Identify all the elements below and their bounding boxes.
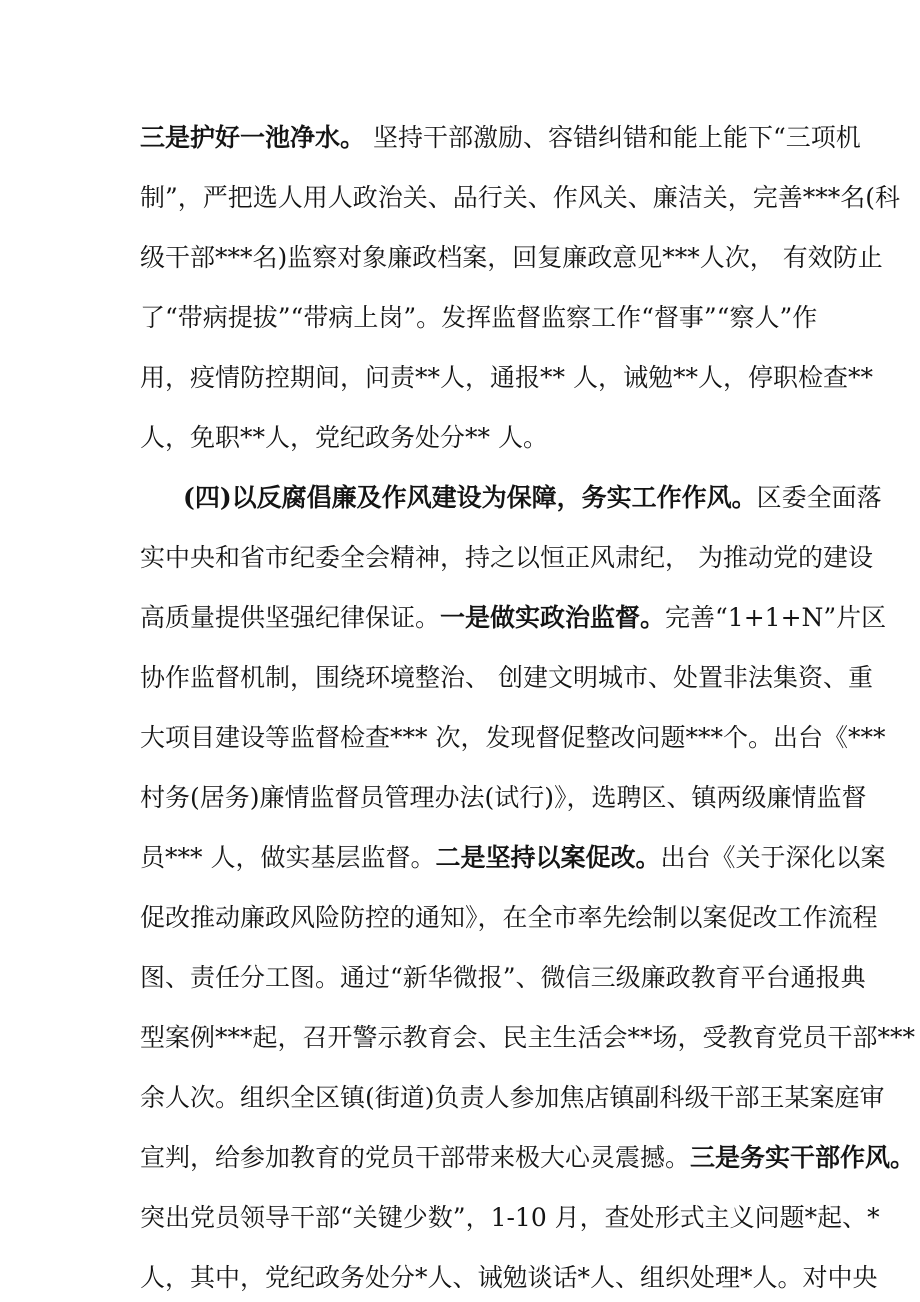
text-line — [140, 238, 883, 278]
text-line — [140, 598, 887, 638]
text-run: 图、责任分工图。通过“新华微报”、微信三级廉政教育平台通报典 — [140, 963, 866, 992]
text-line — [140, 718, 886, 758]
text-line — [140, 1078, 885, 1118]
text-line — [140, 958, 866, 998]
text-line — [140, 118, 861, 158]
text-line — [140, 1138, 916, 1178]
text-run: 出台《关于深化以案 — [660, 843, 886, 872]
text-run: 宣判，给参加教育的党员干部带来极大心灵震撼。 — [140, 1143, 691, 1172]
paragraph-heading — [183, 478, 882, 518]
text-run: 用，疫情防控期间，问责**人，通报** 人，诫勉**人，停职检查** — [140, 363, 873, 392]
text-line — [140, 778, 867, 818]
text-run: 了“带病提拔”“带病上岗”。发挥监督监察工作“督事”“察人”作 — [140, 303, 818, 332]
text-run: 促改推动廉政风险防控的通知》，在全市率先绘制以案促改工作流程 — [140, 903, 878, 932]
text-run: 级干部***名)监察对象廉政档案，回复廉政意见***人次， 有效防止 — [140, 243, 883, 272]
text-line — [140, 298, 818, 338]
text-line — [140, 1018, 916, 1058]
text-run: 型案例***起，召开警示教育会、民主生活会**场，受教育党员干部*** — [140, 1023, 916, 1052]
text-run: 人，其中，党纪政务处分*人、诫勉谈话*人、组织处理*人。对中央 — [140, 1263, 878, 1292]
text-line — [140, 1258, 878, 1298]
text-line — [140, 418, 780, 458]
text-line — [140, 658, 873, 698]
text-run: 区委全面落 — [756, 483, 882, 512]
text-run: 完善“1+1+N”片区 — [665, 603, 887, 632]
text-line — [140, 838, 886, 878]
text-line — [140, 358, 873, 398]
text-run: 协作监督机制，围绕环境整治、 创建文明城市、处置非法集资、重 — [140, 663, 873, 692]
text-run: 高质量提供坚强纪律保证。 — [140, 603, 441, 632]
text-run: 实中央和省市纪委全会精神，持之以恒正风肃纪， 为推动党的建设 — [140, 543, 873, 572]
text-line — [140, 1198, 880, 1238]
text-run: 突出党员领导干部“关键少数”，1-10 月，查处形式主义问题*起、* — [140, 1203, 880, 1232]
text-line — [140, 538, 873, 578]
text-run: 三是护好一池净水。 — [140, 123, 366, 152]
text-run: 员*** 人，做实基层监督。 — [140, 843, 436, 872]
text-run: 坚持干部激励、容错纠错和能上能下“三项机 — [365, 123, 861, 152]
text-run: 一是做实政治监督。 — [440, 603, 666, 632]
text-run: 三是务实干部作风。 — [690, 1143, 916, 1172]
text-line — [140, 178, 901, 218]
text-run: 制”，严把选人用人政治关、品行关、作风关、廉洁关，完善***名(科 — [140, 183, 901, 212]
text-run: 二是坚持以案促改。 — [435, 843, 661, 872]
text-run: 余人次。组织全区镇(街道)负责人参加焦店镇副科级干部王某案庭审 — [140, 1083, 885, 1112]
text-run: 村务(居务)廉情监督员管理办法(试行)》，选聘区、镇两级廉情监督 — [140, 783, 867, 812]
text-run: 大项目建设等监督检查*** 次，发现督促整改问题***个。出台《*** — [140, 723, 886, 752]
text-run: (四)以反腐倡廉及作风建设为保障，务实工作作风。 — [183, 483, 757, 512]
text-line — [140, 898, 878, 938]
text-run: 人，免职**人，党纪政务处分** 人。 — [140, 423, 548, 452]
